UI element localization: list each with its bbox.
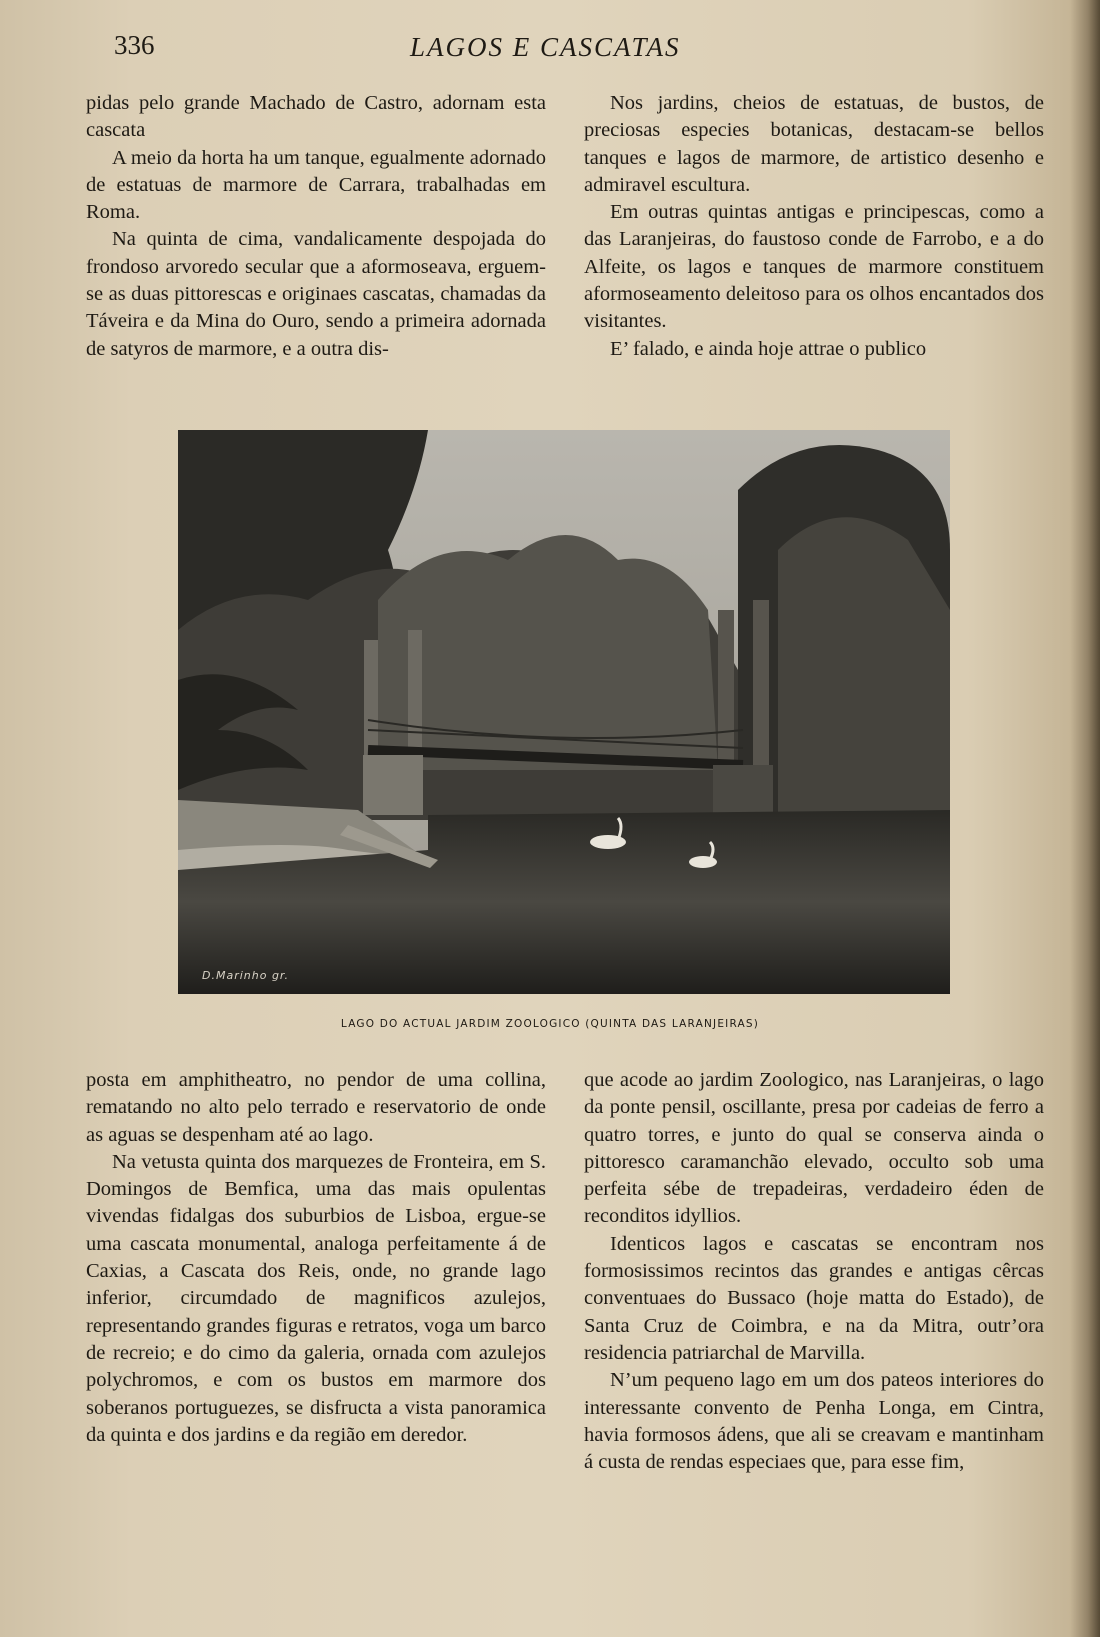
photo-illustration (178, 430, 950, 994)
paragraph: posta em amphitheatro, no pendor de uma collina, rematando no alto pelo terrado e reservatorio de onde as aguas se despenham até ao lago. (86, 1069, 546, 1146)
lake-photograph (178, 430, 950, 994)
paragraph: Nos jardins, cheios de estatuas, de bustos, de preciosas especies botanicas, destacam-se bellos tanques e lagos de marmore, de artistico desenho e admiravel escultura. (584, 92, 1044, 196)
paragraph: N’um pequeno lago em um dos pateos interiores do interessante convento de Penha Longa, em Cintra, havia formosos ádens, que ali se creavam e mantinham á custa de rendas especiaes que, para esse fim, (584, 1369, 1044, 1474)
photo-caption: LAGO DO ACTUAL JARDIM ZOOLOGICO (QUINTA DAS LARANJEIRAS) (340, 1018, 760, 1030)
running-title: LAGOS E CASCATAS (410, 32, 681, 62)
paragraph: pidas pelo grande Machado de Castro, adornam esta cascata (86, 92, 546, 142)
paragraph: Na quinta de cima, vandalicamente despojada do frondoso arvoredo secular que a aformoseava, erguem-se as duas pittorescas e originaes cascatas, chamadas da Táveira e da Mina do Ouro, sendo a primeira adornada de satyros de marmore, e a outra dis- (86, 228, 546, 360)
paragraph: A meio da horta ha um tanque, egualmente adornado de estatuas de marmore de Carrara, trabalhadas em Roma. (86, 146, 546, 224)
paragraph: Identicos lagos e cascatas se encontram nos formosissimos recintos das grandes e antigas cêrcas conventuaes do Bussaco (hoje matta do Estado), de Santa Cruz de Coimbra, e na da Mitra, outr’ora residencia patriarchal de Marvilla. (584, 1232, 1044, 1364)
column-top-right (584, 90, 1044, 363)
book-spine-shadow (1070, 0, 1100, 1637)
page-header (0, 30, 1100, 70)
column-top-left (86, 90, 546, 363)
column-bottom-right (584, 1067, 1044, 1476)
column-bottom-left (86, 1067, 546, 1449)
paragraph: Na vetusta quinta dos marquezes de Fronteira, em S. Domingos de Bemfica, uma das mais opulentas vivendas fidalgas dos suburbios de Lisboa, ergue-se uma cascata monumental, analoga perfeitamente á de Caxias, a Cascata dos Reis, onde, no grande lago inferior, circumdado de magnificos azulejos, representando grandes figuras e retratos, voga um barco de recreio; e do cimo da galeria, ornada com azulejos polychromos, e com os bustos em marmore dos soberanos portuguezes, se disfructa a vista panoramica da quinta e dos jardins e da região em deredor. (86, 1150, 546, 1446)
page-number: 336 (114, 30, 155, 60)
engraver-signature: D.Marinho gr. (202, 969, 289, 982)
paragraph: E’ falado, e ainda hoje attrae o publico (610, 337, 927, 360)
paragraph: que acode ao jardim Zoologico, nas Laranjeiras, o lago da ponte pensil, oscillante, presa por cadeias de ferro a quatro torres, e junto do qual se conserva ainda o pittoresco caramanchão elevado, occulto sob uma perfeita sébe de trepadeiras, verdadeiro éden de reconditos idyllios. (584, 1069, 1044, 1228)
paragraph: Em outras quintas antigas e principescas, como a das Laranjeiras, do faustoso conde de Farrobo, e a do Alfeite, os lagos e tanques de marmore constituem aformoseamento deleitoso para os olhos encantados dos visitantes. (584, 201, 1044, 333)
